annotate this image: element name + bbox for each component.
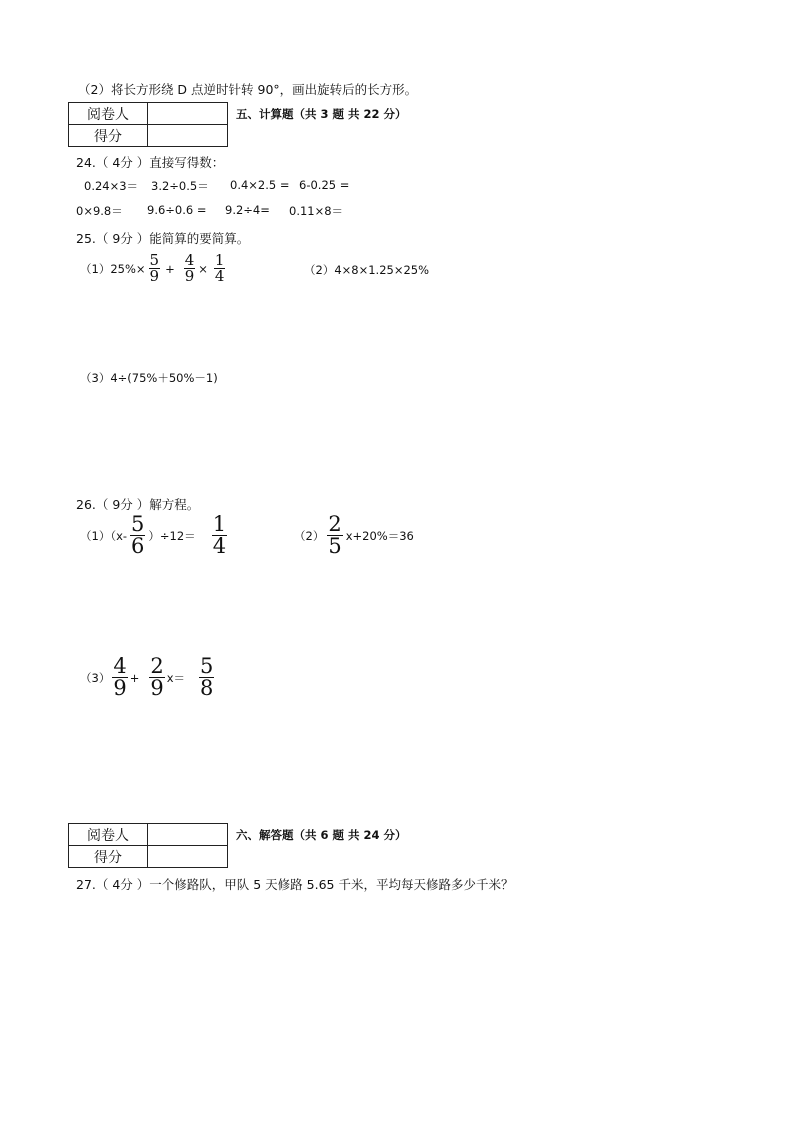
operator: + (129, 670, 140, 685)
numerator: 1 (214, 251, 225, 269)
q26-part3 (80, 656, 214, 699)
q24-item: 9.6÷0.6 = (147, 203, 207, 217)
reviewer-label: 阅卷人 (69, 103, 148, 125)
question-23-part2: （2）将长方形绕 D 点逆时针转 90°，画出旋转后的长方形。 (78, 82, 418, 97)
fraction (112, 656, 127, 699)
score-box (68, 102, 228, 147)
numerator: 2 (150, 654, 164, 678)
q26-p1-prefix: （1）（x- (80, 528, 128, 543)
score-label: 得分 (69, 846, 148, 868)
denominator: 6 (131, 534, 145, 558)
denominator: 9 (149, 267, 160, 285)
reviewer-label: 阅卷人 (69, 824, 148, 846)
score-label: 得分 (69, 125, 148, 147)
question-24-heading: 24.（ 4分 ）直接写得数： (76, 155, 225, 170)
fraction (199, 656, 214, 699)
denominator: 8 (200, 676, 214, 700)
section-6-title: 六、解答题（共 6 题 共 24 分） (236, 828, 407, 842)
denominator: 9 (150, 676, 164, 700)
reviewer-blank (148, 824, 228, 846)
numerator: 4 (113, 654, 127, 678)
q26-part1 (80, 514, 227, 557)
question-25-heading: 25.（ 9分 ）能简算的要简算。 (76, 231, 250, 246)
q26-p2-prefix: （2） (294, 528, 325, 543)
question-27: 27.（ 4分 ）一个修路队，甲队 5 天修路 5.65 千米，平均每天修路多少千米？ (76, 877, 514, 892)
q26-p3-mid: x＝ (166, 670, 186, 685)
q24-item: 0×9.8＝ (76, 204, 123, 218)
reviewer-blank (148, 103, 228, 125)
denominator: 4 (212, 534, 227, 558)
score-blank (148, 846, 228, 868)
q24-item: 0.4×2.5 = (230, 178, 290, 192)
fraction (184, 253, 196, 284)
fraction (214, 253, 226, 284)
section-5-title: 五、计算题（共 3 题 共 22 分） (236, 107, 407, 121)
numerator: 4 (184, 251, 195, 269)
question-26-heading: 26.（ 9分 ）解方程。 (76, 497, 200, 512)
score-box (68, 823, 228, 868)
q26-p1-mid: ）÷12＝ (148, 528, 196, 543)
q25-part1 (80, 253, 225, 284)
score-blank (148, 125, 228, 147)
denominator: 9 (184, 267, 195, 285)
q24-item: 6-0.25 = (299, 178, 350, 192)
numerator: 5 (149, 251, 160, 269)
q24-item: 0.11×8＝ (289, 204, 344, 218)
numerator: 5 (131, 512, 145, 536)
fraction (327, 514, 342, 557)
q25-p1-prefix: （1）25%× (80, 261, 146, 276)
fraction (212, 514, 227, 557)
fraction (149, 656, 164, 699)
q24-item: 0.24×3＝ (84, 179, 139, 193)
q26-p3-prefix: （3） (80, 670, 111, 685)
denominator: 5 (328, 534, 342, 558)
numerator: 1 (212, 512, 227, 536)
fraction (149, 253, 161, 284)
numerator: 2 (328, 512, 342, 536)
operator: + (165, 261, 175, 276)
denominator: 4 (214, 267, 225, 285)
operator: × (198, 261, 208, 276)
denominator: 9 (113, 676, 127, 700)
numerator: 5 (200, 654, 214, 678)
q26-p2-suffix: x+20%＝36 (345, 528, 414, 543)
q25-part2: （2）4×8×1.25×25% (304, 263, 430, 277)
q25-part3: （3）4÷(75%＋50%－1) (80, 371, 218, 385)
q24-item: 3.2÷0.5＝ (151, 179, 209, 193)
fraction (130, 514, 145, 557)
q24-item: 9.2÷4= (225, 203, 270, 217)
q26-part2 (294, 514, 414, 557)
